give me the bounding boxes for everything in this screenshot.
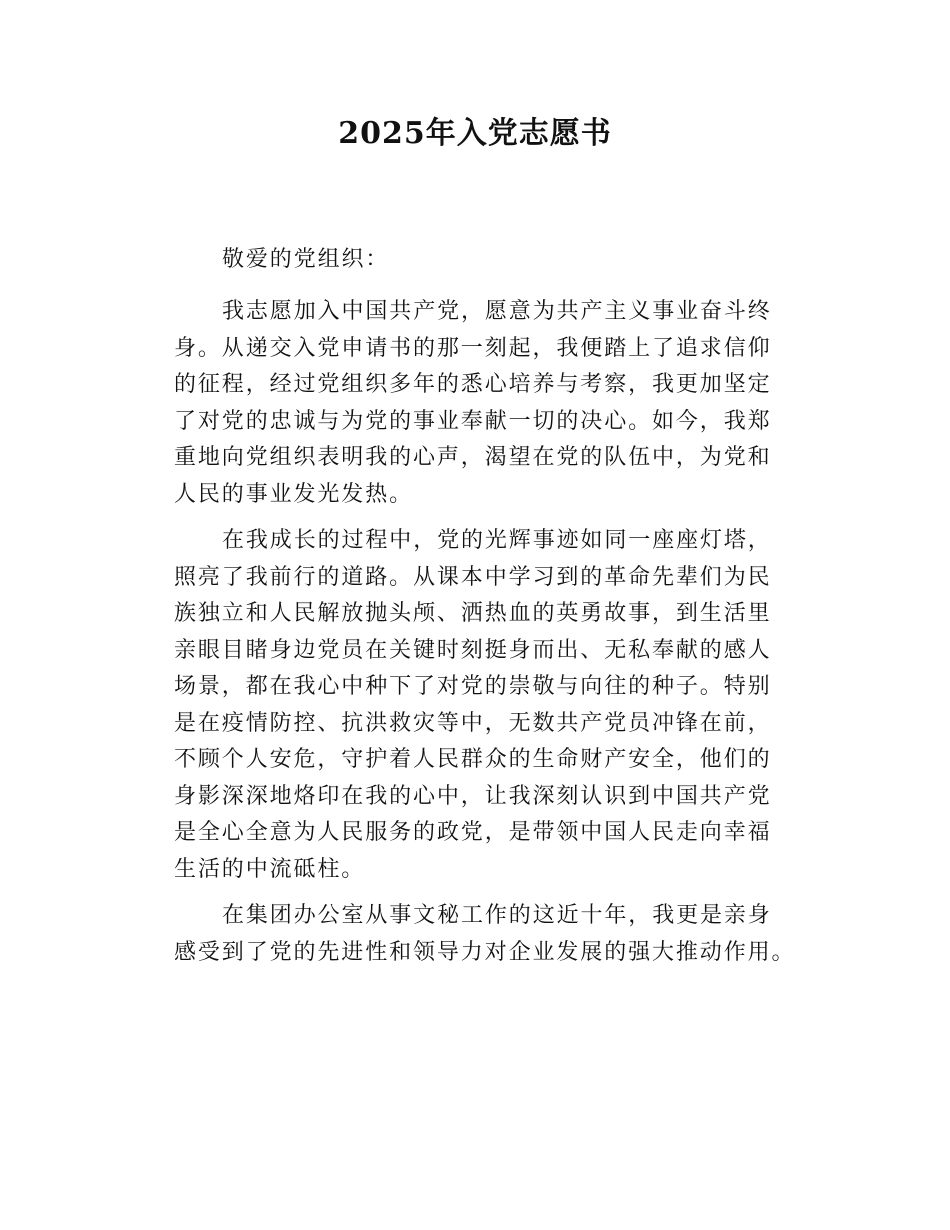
paragraph-line: 场景，都在我心中种下了对党的崇敬与向往的种子。特别 xyxy=(174,674,772,699)
document-body xyxy=(174,236,799,971)
paragraph-line: 我志愿加入中国共产党，愿意为共产主义事业奋斗终 xyxy=(222,299,772,324)
paragraph-line: 了对党的忠诚与为党的事业奉献一切的决心。如今，我郑 xyxy=(174,408,772,434)
paragraph-line: 亲眼目睹身边党员在关键时刻挺身而出、无私奉献的感人 xyxy=(174,637,772,663)
paragraph-1 xyxy=(174,294,799,513)
paragraph-2 xyxy=(174,523,799,888)
paragraph-line: 在我成长的过程中，党的光辉事迹如同一座座灯塔， xyxy=(222,528,772,553)
paragraph-line: 身影深深地烙印在我的心中，让我深刻认识到中国共产党 xyxy=(174,783,772,809)
paragraph-line: 生活的中流砥柱。 xyxy=(174,856,366,882)
salutation: 敬爱的党组织： xyxy=(222,247,390,272)
paragraph-line: 族独立和人民解放抛头颅、洒热血的英勇故事，到生活里 xyxy=(174,601,772,626)
paragraph-line: 照亮了我前行的道路。从课本中学习到的革命先辈们为民 xyxy=(174,564,772,590)
paragraph-line: 不顾个人安危，守护着人民群众的生命财产安全，他们的 xyxy=(174,747,772,772)
paragraph-line: 的征程，经过党组织多年的悉心培养与考察，我更加坚定 xyxy=(174,372,772,397)
paragraph-3 xyxy=(174,898,799,971)
paragraph-line: 在集团办公室从事文秘工作的这近十年，我更是亲身 xyxy=(222,903,772,928)
paragraph-line: 感受到了党的先进性和领导力对企业发展的强大推动作用。 xyxy=(174,939,796,965)
paragraph-line: 是全心全意为人民服务的政党，是带领中国人民走向幸福 xyxy=(174,820,772,845)
paragraph-line: 身。从递交入党申请书的那一刻起，我便踏上了追求信仰 xyxy=(174,335,772,361)
document-title: 2025年入党志愿书 xyxy=(338,116,612,151)
paragraph-line: 人民的事业发光发热。 xyxy=(174,481,414,507)
paragraph-line: 是在疫情防控、抗洪救灾等中，无数共产党员冲锋在前， xyxy=(174,710,772,736)
paragraph-line: 重地向党组织表明我的心声，渴望在党的队伍中，为党和 xyxy=(174,445,772,470)
